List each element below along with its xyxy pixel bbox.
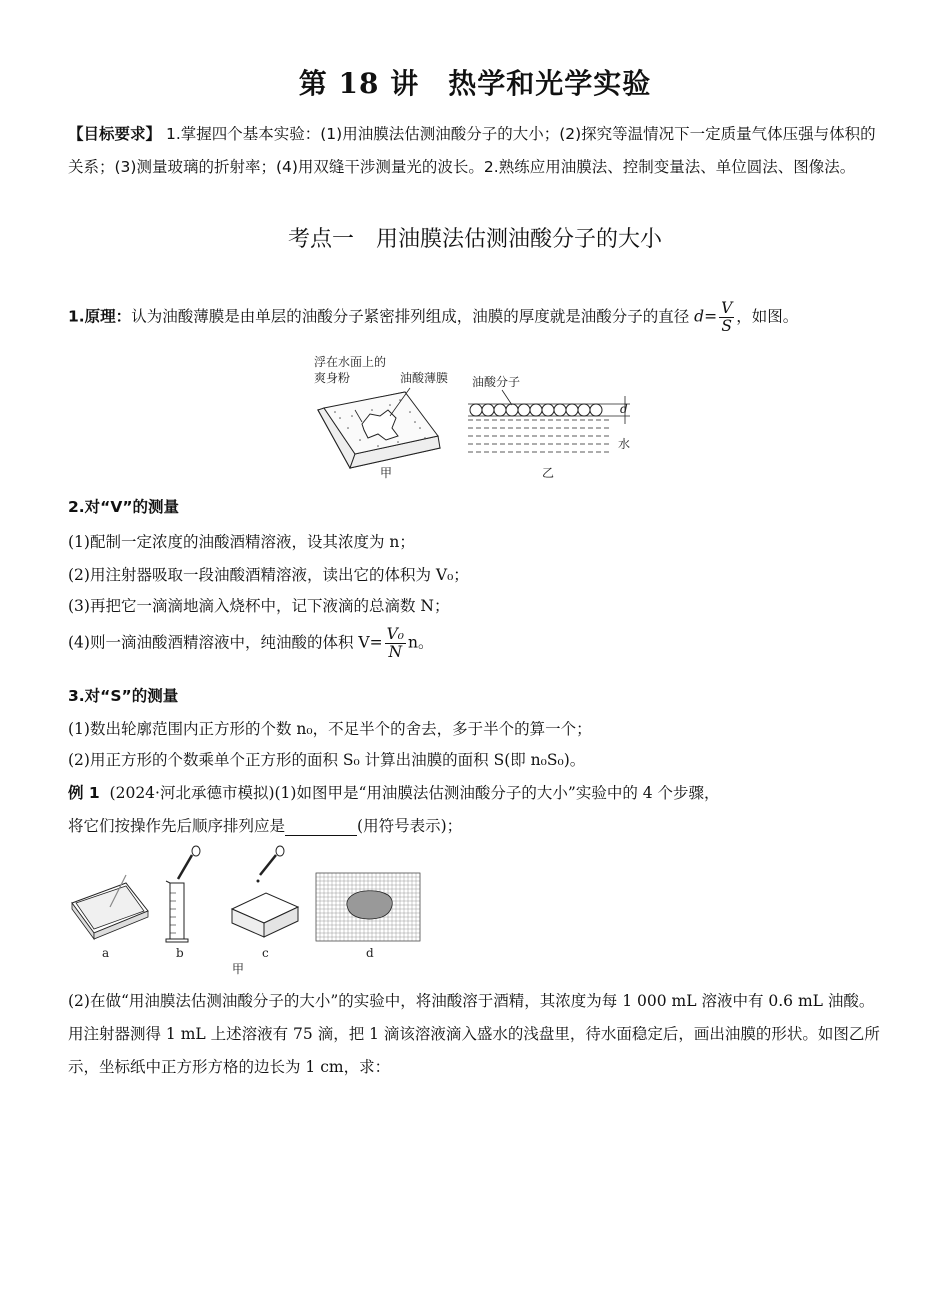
label-c: c xyxy=(262,946,269,960)
goal-text: 1.掌握四个基本实验：(1)用油膜法估测油酸分子的大小；(2)探究等温情况下一定质量气体压强与体积的关系；(3)测量玻璃的折射率；(4)用双缝干涉测量光的波长。2.熟练应用油膜法、控制变量法、单位圆法、图像法。 xyxy=(68,125,876,176)
answer-blank[interactable] xyxy=(285,819,357,836)
v-item4-pre: (4)则一滴油酸酒精溶液中，纯油酸的体积 V= xyxy=(68,633,383,652)
label-d-step: d xyxy=(366,946,374,960)
formula-eq: = xyxy=(704,307,718,326)
step-b-illustration xyxy=(166,846,200,942)
step-c-illustration xyxy=(232,846,298,937)
formula-fraction xyxy=(719,300,734,335)
label-powder-2: 爽身粉 xyxy=(314,371,351,385)
molecule-row xyxy=(470,404,602,416)
tray-illustration xyxy=(318,388,440,468)
s-heading: 3.对“S”的测量 xyxy=(68,687,179,705)
label-oil-film: 油酸薄膜 xyxy=(400,371,449,385)
figure-oil-film xyxy=(300,350,650,485)
principle-text: 认为油酸薄膜是由单层的油酸分子紧密排列组成，油膜的厚度就是油酸分子的直径 xyxy=(131,307,690,326)
example1-line2 xyxy=(68,814,462,836)
v-heading: 2.对“V”的测量 xyxy=(68,498,180,516)
caption-steps: 甲 xyxy=(232,962,245,976)
example1-text: (2024·河北承德市模拟)(1)如图甲是“用油膜法估测油酸分子的大小”实验中的 4 个步骤， xyxy=(109,784,720,802)
v-item4 xyxy=(68,626,433,661)
step-a-illustration xyxy=(72,875,148,939)
label-molecule: 油酸分子 xyxy=(472,375,521,389)
section-title: 考点一 用油膜法估测油酸分子的大小 xyxy=(287,227,662,252)
v-item2: (2)用注射器吸取一段油酸酒精溶液，读出它的体积为 V₀； xyxy=(68,566,469,584)
formula-var: d xyxy=(694,307,705,326)
v-item1: (1)配制一定浓度的油酸酒精溶液，设其浓度为 n； xyxy=(68,533,415,551)
label-b: b xyxy=(176,946,184,960)
goal-label: 【目标要求】 xyxy=(68,125,162,143)
principle-line xyxy=(68,300,798,335)
s-item1: (1)数出轮廓范围内正方形的个数 n₀，不足半个的舍去，多于半个的算一个； xyxy=(68,720,592,738)
label-a: a xyxy=(102,946,110,960)
v-item4-post: n。 xyxy=(408,633,434,652)
s-item2: (2)用正方形的个数乘单个正方形的面积 S₀ 计算出油膜的面积 S(即 n₀S₀)。 xyxy=(68,751,586,769)
example1-line1 xyxy=(68,781,720,803)
question2-paragraph: (2)在做“用油膜法估测油酸分子的大小”的实验中，将油酸溶于酒精，其浓度为每 1 000 mL 溶液中有 0.6 mL 油酸。用注射器测得 1 mL 上述溶液有 75 滴，把 1 滴该溶液滴入盛水的浅盘里，待水面稳定后，画出油膜的形状。如图乙所示，坐标纸中正方形方格的边长为 1 cm，求： xyxy=(68,992,880,1076)
principle-tail: ，如图。 xyxy=(736,307,799,326)
label-water: 水 xyxy=(618,437,631,451)
caption-right: 乙 xyxy=(542,466,555,480)
step-d-illustration xyxy=(316,873,420,941)
water-lines xyxy=(468,420,610,452)
v-item4-denominator: N xyxy=(388,643,403,662)
formula-numerator: V xyxy=(721,299,733,317)
v-item4-fraction xyxy=(385,626,406,661)
principle-label: 1.原理： xyxy=(68,307,132,326)
v-item3: (3)再把它一滴滴地滴入烧杯中，记下液滴的总滴数 N； xyxy=(68,597,450,615)
v-item4-numerator: V₀ xyxy=(386,625,404,643)
label-powder-1: 浮在水面上的 xyxy=(314,355,387,369)
example1-line2-pre: 将它们按操作先后顺序排列应是 xyxy=(68,817,286,835)
caption-left: 甲 xyxy=(380,466,393,480)
page-title: 第 18 讲 热学和光学实验 xyxy=(298,67,652,100)
figure-steps xyxy=(66,845,436,980)
goal-paragraph xyxy=(68,118,888,184)
formula-denominator: S xyxy=(721,317,732,336)
example1-line2-post: (用符号表示)； xyxy=(357,817,463,835)
example1-label: 例 1 xyxy=(68,784,100,802)
label-d: d xyxy=(620,402,628,416)
